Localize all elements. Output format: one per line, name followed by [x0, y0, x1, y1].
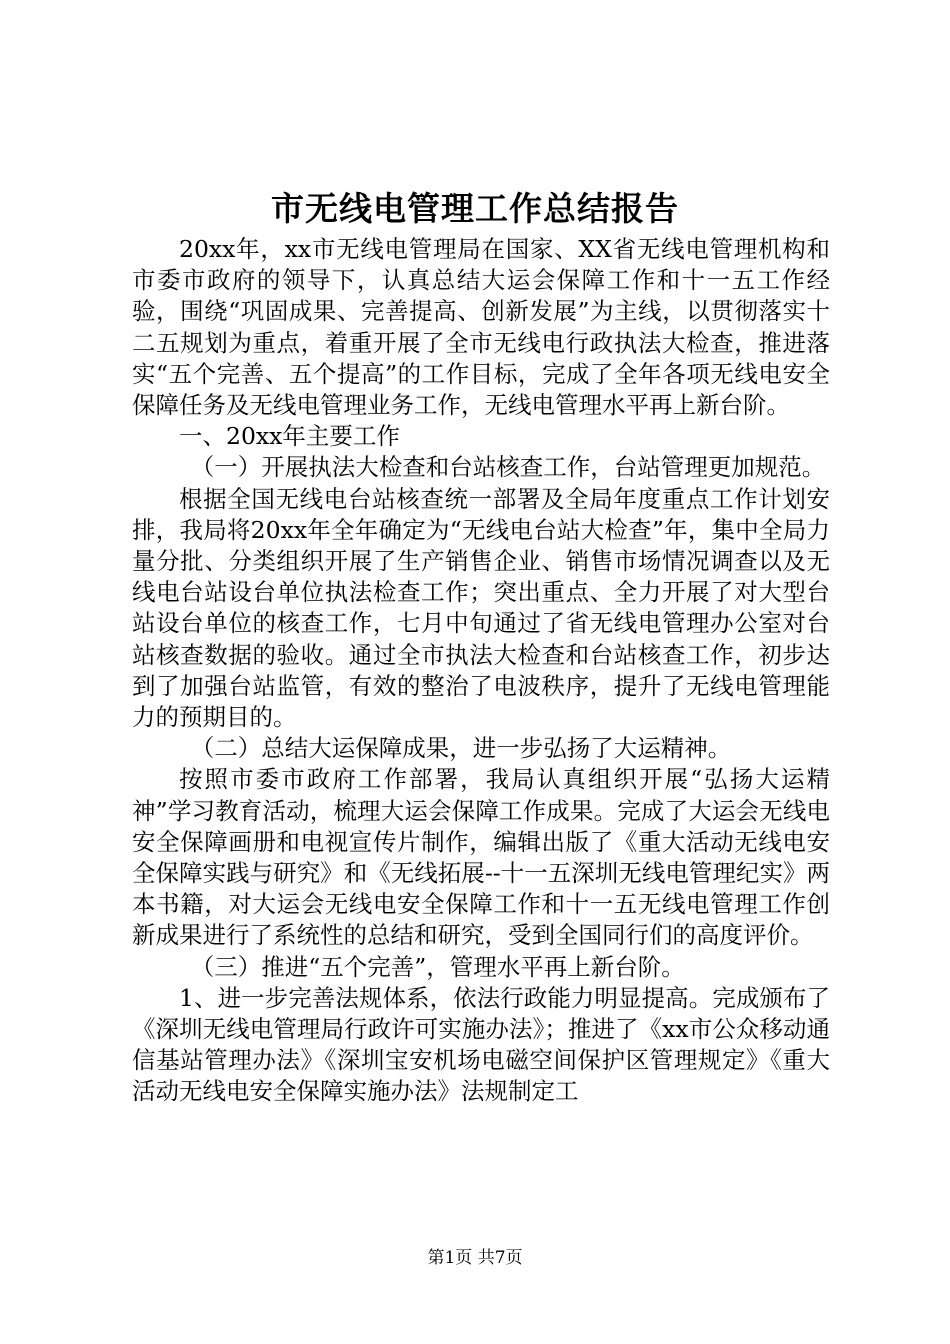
section-heading-main-work: 一、20xx年主要工作 — [179, 422, 400, 451]
document-body — [132, 234, 830, 1108]
subsection-heading-3: （三）推进“五个完善”，管理水平再上新台阶。 — [190, 952, 685, 981]
body-paragraph-2: 按照市委市政府工作部署，我局认真组织开展“弘扬大运精神”学习教育活动，梳理大运会保障工作成果。完成了大运会无线电安全保障画册和电视宣传片制作，编辑出版了《重大活动无线电安全保障实践与研究》和《无线拓展--十一五深圳无线电管理纪实》两本书籍，对大运会无线电安全保障工作和十一五无线电管理工作创新成果进行了系统性的总结和研究，受到全国同行们的高度评价。 — [132, 765, 830, 950]
page-number-footer: 第1页 共7页 — [427, 1248, 523, 1268]
document-title: 市无线电管理工作总结报告 — [271, 189, 679, 228]
body-paragraph-3: 1、进一步完善法规体系，依法行政能力明显提高。完成颁布了《深圳无线电管理局行政许可实施办法》；推进了《xx市公众移动通信基站管理办法》《深圳宝安机场电磁空间保护区管理规定》《重大活动无线电安全保障实施办法》法规制定工 — [132, 983, 830, 1106]
subsection-heading-2: （二）总结大运保障成果，进一步弘扬了大运精神。 — [190, 734, 732, 763]
intro-paragraph: 20xx年，xx市无线电管理局在国家、XX省无线电管理机构和市委市政府的领导下，认真总结大运会保障工作和十一五工作经验，围绕“巩固成果、完善提高、创新发展”为主线，以贯彻落实十二五规划为重点，着重开展了全市无线电行政执法大检查，推进落实“五个完善、五个提高”的工作目标，完成了全年各项无线电安全保障任务及无线电管理业务工作，无线电管理水平再上新台阶。 — [132, 235, 830, 420]
body-paragraph-1: 根据全国无线电台站核查统一部署及全局年度重点工作计划安排，我局将20xx年全年确定为“无线电台站大检查”年，集中全局力量分批、分类组织开展了生产销售企业、销售市场情况调查以及无线电台站设台单位执法检查工作；突出重点、全力开展了对大型台站设台单位的核查工作，七月中旬通过了省无线电管理办公室对台站核查数据的验收。通过全市执法大检查和台站核查工作，初步达到了加强台站监管，有效的整治了电波秩序，提升了无线电管理能力的预期目的。 — [132, 484, 830, 732]
subsection-heading-1: （一）开展执法大检查和台站核查工作，台站管理更加规范。 — [190, 453, 826, 482]
